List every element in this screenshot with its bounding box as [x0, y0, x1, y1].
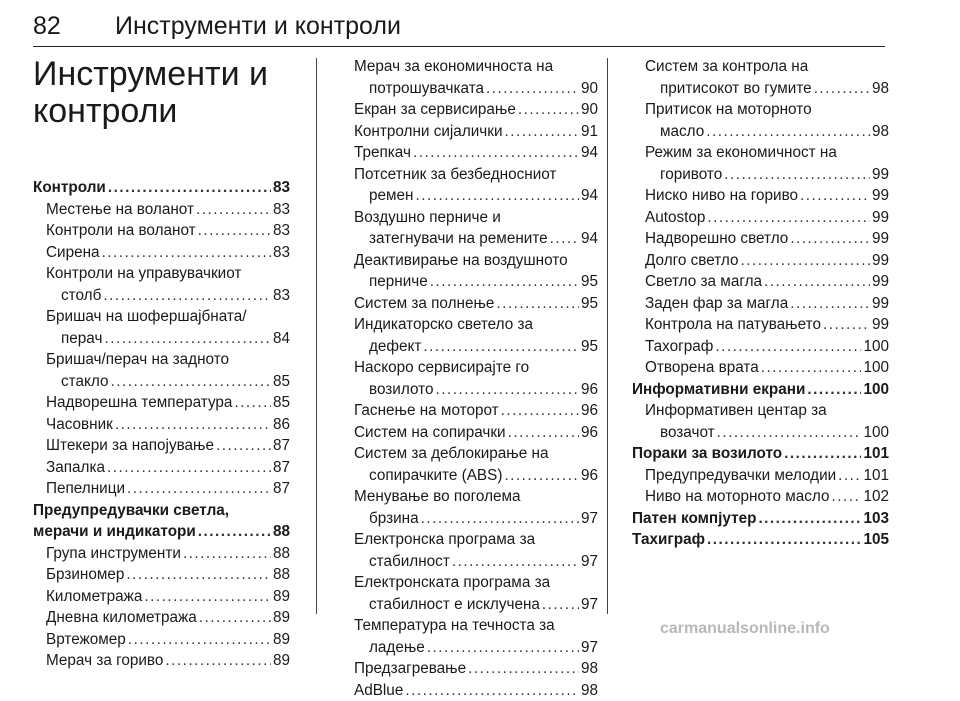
toc-entry-label: Контроли — [33, 177, 106, 199]
toc-entry-line: Притисок на моторното — [632, 99, 889, 121]
toc-page-number: 89 — [273, 650, 290, 672]
toc-entry-label: Брзиномер — [46, 564, 124, 586]
toc-entry[interactable] — [341, 637, 598, 659]
toc-entry-label: Километража — [46, 586, 142, 608]
dot-leader — [196, 199, 271, 221]
toc-entry[interactable] — [341, 658, 598, 680]
toc-page-number: 87 — [273, 478, 290, 500]
toc-entry[interactable] — [632, 422, 889, 444]
dot-leader — [518, 99, 579, 121]
running-header-title: Инструменти и контроли — [115, 12, 401, 41]
toc-entry[interactable] — [632, 271, 889, 293]
toc-entry-label: Систем на сопирачки — [354, 422, 506, 444]
dot-leader — [501, 400, 579, 422]
toc-page-number: 88 — [273, 521, 290, 543]
toc-entry[interactable] — [632, 293, 889, 315]
dot-leader — [468, 658, 579, 680]
dot-leader — [104, 328, 271, 350]
column-divider — [607, 58, 608, 614]
toc-entry[interactable] — [632, 486, 889, 508]
toc-entry-label: Долго светло — [645, 250, 739, 272]
toc-entry-label: Контроли на воланот — [46, 220, 196, 242]
toc-entry-label: Штекери за напојување — [46, 435, 214, 457]
toc-entry-label: возилото — [369, 379, 433, 401]
toc-entry-line: Електронска програма за — [341, 529, 598, 551]
toc-entry[interactable] — [33, 220, 290, 242]
toc-entry-label: мерачи и индикатори — [33, 521, 196, 543]
dot-leader — [761, 357, 862, 379]
toc-entry-label: Ниско ниво на гориво — [645, 185, 798, 207]
toc-page-number: 100 — [863, 336, 889, 358]
toc-entry[interactable] — [341, 185, 598, 207]
toc-page-number: 85 — [273, 392, 290, 414]
toc-page-number: 99 — [872, 250, 889, 272]
toc-page-number: 98 — [872, 121, 889, 143]
toc-entry[interactable] — [33, 371, 290, 393]
toc-entry-label: Контрола на патувањето — [645, 314, 821, 336]
toc-page-number: 88 — [273, 564, 290, 586]
toc-page-number: 100 — [863, 379, 889, 401]
toc-entry-label: Екран за сервисирање — [354, 99, 516, 121]
toc-entry-label: ремен — [369, 185, 414, 207]
toc-entry-label: столб — [61, 285, 101, 307]
toc-entry[interactable] — [341, 336, 598, 358]
toc-page-number: 84 — [273, 328, 290, 350]
dot-leader — [508, 422, 579, 444]
toc-page-number: 89 — [273, 629, 290, 651]
toc-page-number: 86 — [273, 414, 290, 436]
toc-page-number: 97 — [581, 508, 598, 530]
dot-leader — [107, 457, 271, 479]
dot-leader — [216, 435, 271, 457]
toc-entry-line: Воздушно перниче и — [341, 207, 598, 229]
toc-entry[interactable] — [632, 228, 889, 250]
toc-page-number: 83 — [273, 285, 290, 307]
toc-entry-label: Светло за магла — [645, 271, 762, 293]
dot-leader — [790, 228, 870, 250]
dot-leader — [198, 220, 271, 242]
toc-entry[interactable] — [632, 379, 889, 401]
dot-leader — [790, 293, 870, 315]
toc-page-number: 94 — [581, 142, 598, 164]
toc-entry-label: масло — [660, 121, 704, 143]
toc-entry-label: Сирена — [46, 242, 100, 264]
dot-leader — [115, 414, 271, 436]
dot-leader — [416, 185, 579, 207]
dot-leader — [741, 250, 870, 272]
toc-entry[interactable] — [341, 379, 598, 401]
toc-entry[interactable] — [33, 543, 290, 565]
toc-page-number: 95 — [581, 271, 598, 293]
toc-page-number: 98 — [872, 78, 889, 100]
dot-leader — [717, 422, 862, 444]
toc-entry-label: брзина — [369, 508, 419, 530]
toc-entry-label: Трепкач — [354, 142, 411, 164]
dot-leader — [102, 242, 271, 264]
toc-page-number: 96 — [581, 465, 598, 487]
toc-entry[interactable] — [632, 207, 889, 229]
toc-page-number: 90 — [581, 99, 598, 121]
column-divider — [316, 58, 317, 614]
toc-entry-label: Надворешна температура — [46, 392, 232, 414]
toc-entry-label: стабилност е исклучена — [369, 594, 540, 616]
toc-page-number: 103 — [863, 508, 889, 530]
toc-entry[interactable] — [33, 414, 290, 436]
dot-leader — [550, 228, 579, 250]
toc-entry-label: притисокот во гумите — [660, 78, 812, 100]
page-number: 82 — [33, 12, 61, 41]
toc-entry[interactable] — [341, 142, 598, 164]
toc-entry-label: Гаснење на моторот — [354, 400, 499, 422]
toc-page-number: 89 — [273, 586, 290, 608]
dot-leader — [724, 164, 870, 186]
toc-entry-label: Тахограф — [645, 336, 713, 358]
toc-page-number: 105 — [863, 529, 889, 551]
toc-entry-label: возачот — [660, 422, 715, 444]
toc-entry[interactable] — [33, 328, 290, 350]
toc-entry[interactable] — [33, 629, 290, 651]
toc-page-number: 95 — [581, 293, 598, 315]
toc-entry[interactable] — [33, 650, 290, 672]
toc-page-number: 91 — [581, 121, 598, 143]
dot-leader — [198, 521, 271, 543]
toc-column-3 — [632, 56, 889, 551]
toc-entry[interactable] — [632, 78, 889, 100]
toc-entry-line: Електронската програма за — [341, 572, 598, 594]
dot-leader — [800, 185, 870, 207]
toc-page-number: 102 — [863, 486, 889, 508]
toc-entry-label: Контролни сијалички — [354, 121, 503, 143]
toc-page-number: 98 — [581, 680, 598, 701]
dot-leader — [838, 465, 861, 487]
toc-entry-label: Autostop — [645, 207, 705, 229]
dot-leader — [807, 379, 861, 401]
toc-entry-label: перниче — [369, 271, 428, 293]
toc-entry[interactable] — [632, 336, 889, 358]
toc-page-number: 97 — [581, 637, 598, 659]
toc-page-number: 99 — [872, 207, 889, 229]
dot-leader — [542, 594, 579, 616]
dot-leader — [832, 486, 862, 508]
toc-page-number: 99 — [872, 164, 889, 186]
toc-entry[interactable] — [341, 400, 598, 422]
toc-page-number: 98 — [581, 658, 598, 680]
toc-entry-label: дефект — [369, 336, 421, 358]
toc-entry-label: ладење — [369, 637, 425, 659]
toc-entry[interactable] — [33, 586, 290, 608]
dot-leader — [165, 650, 271, 672]
toc-entry[interactable] — [33, 435, 290, 457]
toc-entry-line: Мерач за економичноста на — [341, 56, 598, 78]
toc-page-number: 97 — [581, 594, 598, 616]
toc-entry-label: перач — [61, 328, 102, 350]
toc-entry-label: Запалка — [46, 457, 105, 479]
toc-entry-label: Ниво на моторното масло — [645, 486, 830, 508]
dot-leader — [405, 680, 579, 701]
dot-leader — [430, 271, 579, 293]
toc-entry-label: Вртежомер — [46, 629, 126, 651]
toc-page-number: 100 — [863, 422, 889, 444]
dot-leader — [814, 78, 870, 100]
toc-page-number: 99 — [872, 185, 889, 207]
toc-entry-label: сопирачките (ABS) — [369, 465, 502, 487]
toc-entry[interactable] — [33, 564, 290, 586]
dot-leader — [707, 529, 861, 551]
dot-leader — [110, 371, 271, 393]
toc-page-number: 100 — [863, 357, 889, 379]
toc-entry[interactable] — [33, 199, 290, 221]
toc-entry-label: Предупредувачки мелодии — [645, 465, 836, 487]
toc-entry-label: стакло — [61, 371, 108, 393]
toc-entry-label: Местење на воланот — [46, 199, 194, 221]
dot-leader — [234, 392, 271, 414]
toc-entry-label: Заден фар за магла — [645, 293, 788, 315]
toc-entry-label: Систем за полнење — [354, 293, 494, 315]
toc-column-1 — [33, 56, 290, 672]
dot-leader — [504, 465, 579, 487]
toc-entry[interactable] — [341, 293, 598, 315]
dot-leader — [421, 508, 579, 530]
toc-page-number: 85 — [273, 371, 290, 393]
toc-entry[interactable] — [341, 508, 598, 530]
toc-entry[interactable] — [632, 121, 889, 143]
toc-page-number: 88 — [273, 543, 290, 565]
toc-entry[interactable] — [341, 551, 598, 573]
toc-entry-label: Дневна километража — [46, 607, 197, 629]
dot-leader — [452, 551, 579, 573]
toc-entry[interactable] — [341, 680, 598, 701]
dot-leader — [126, 564, 271, 586]
dot-leader — [764, 271, 870, 293]
toc-entry[interactable] — [33, 457, 290, 479]
dot-leader — [183, 543, 271, 565]
toc-entry-label: Пораки за возилото — [632, 443, 782, 465]
toc-page-number: 89 — [273, 607, 290, 629]
toc-entry[interactable] — [632, 508, 889, 530]
toc-entry[interactable] — [632, 185, 889, 207]
chapter-title-line: контроли — [33, 93, 290, 130]
chapter-title — [33, 56, 290, 130]
toc-entry[interactable] — [33, 392, 290, 414]
toc-page-number: 96 — [581, 422, 598, 444]
toc-entry[interactable] — [341, 228, 598, 250]
toc-entry-label: Предзагревање — [354, 658, 466, 680]
toc-entry[interactable] — [632, 357, 889, 379]
toc-entry-line: Индикаторско светело за — [341, 314, 598, 336]
toc-entry-label: Патен компјутер — [632, 508, 756, 530]
toc-page-number: 83 — [273, 242, 290, 264]
toc-entry-line: Систем за контрола на — [632, 56, 889, 78]
dot-leader — [423, 336, 579, 358]
toc-entry[interactable] — [33, 242, 290, 264]
toc-entry-label: AdBlue — [354, 680, 403, 701]
toc-entry[interactable] — [632, 314, 889, 336]
toc-page-number: 83 — [273, 177, 290, 199]
toc-entry[interactable] — [33, 607, 290, 629]
toc-entry-line: Режим за економичност на — [632, 142, 889, 164]
toc-entry-line: Потсетник за безбедносниот — [341, 164, 598, 186]
toc-page-number: 83 — [273, 199, 290, 221]
toc-entry-label: горивото — [660, 164, 722, 186]
toc-entry-label: Отворена врата — [645, 357, 759, 379]
dot-leader — [486, 78, 579, 100]
toc-page-number: 99 — [872, 293, 889, 315]
toc-page-number: 83 — [273, 220, 290, 242]
dot-leader — [144, 586, 271, 608]
toc-entry[interactable] — [33, 285, 290, 307]
dot-leader — [199, 607, 271, 629]
toc-page-number: 99 — [872, 271, 889, 293]
toc-entry[interactable] — [632, 250, 889, 272]
toc-page-number: 97 — [581, 551, 598, 573]
toc-entry[interactable] — [341, 121, 598, 143]
toc-entry-label: Група инструменти — [46, 543, 181, 565]
toc-entry-line: Наскоро сервисирајте го — [341, 357, 598, 379]
toc-entry-label: стабилност — [369, 551, 450, 573]
dot-leader — [715, 336, 861, 358]
toc-entry[interactable] — [341, 594, 598, 616]
toc-entry-label: Пепелници — [46, 478, 125, 500]
toc-page-number: 94 — [581, 185, 598, 207]
dot-leader — [758, 508, 861, 530]
toc-entry-line: Информативен центар за — [632, 400, 889, 422]
toc-entry-label: затегнувачи на ремените — [369, 228, 548, 250]
toc-entry-label: Мерач за гориво — [46, 650, 163, 672]
toc-page-number: 96 — [581, 379, 598, 401]
toc-entry-label: Тахиграф — [632, 529, 705, 551]
toc-entry[interactable] — [341, 465, 598, 487]
toc-page-number: 101 — [863, 465, 889, 487]
dot-leader — [706, 121, 870, 143]
toc-entry-label: Часовник — [46, 414, 113, 436]
toc-column-2 — [341, 56, 598, 701]
toc-entry-line: Бришач на шофершајбната/ — [33, 306, 290, 328]
dot-leader — [103, 285, 271, 307]
toc-entry[interactable] — [341, 99, 598, 121]
toc-entry[interactable] — [33, 521, 290, 543]
toc-entry-line: Менување во поголема — [341, 486, 598, 508]
toc-entry-line: Температура на течноста за — [341, 615, 598, 637]
toc-page-number: 95 — [581, 336, 598, 358]
toc-entry[interactable] — [632, 443, 889, 465]
toc-entry[interactable] — [341, 271, 598, 293]
dot-leader — [784, 443, 861, 465]
toc-entry-label: потрошувачката — [369, 78, 484, 100]
dot-leader — [108, 177, 271, 199]
toc-entry-line: Систем за деблокирање на — [341, 443, 598, 465]
dot-leader — [427, 637, 579, 659]
toc-entry-line: Деактивирање на воздушното — [341, 250, 598, 272]
dot-leader — [435, 379, 579, 401]
chapter-title-line: Инструменти и — [33, 56, 290, 93]
toc-entry[interactable] — [341, 422, 598, 444]
dot-leader — [496, 293, 579, 315]
toc-page-number: 99 — [872, 314, 889, 336]
dot-leader — [127, 478, 271, 500]
toc-page-number: 87 — [273, 457, 290, 479]
toc-entry-label: Надворешно светло — [645, 228, 788, 250]
watermark-text: carmanualsonline.info — [660, 620, 830, 638]
dot-leader — [823, 314, 870, 336]
toc-page-number: 90 — [581, 78, 598, 100]
toc-entry[interactable] — [632, 529, 889, 551]
toc-entry[interactable] — [632, 164, 889, 186]
toc-page-number: 94 — [581, 228, 598, 250]
toc-page-number: 101 — [863, 443, 889, 465]
toc-page-number: 87 — [273, 435, 290, 457]
dot-leader — [413, 142, 579, 164]
toc-entry-line: Бришач/перач на задното — [33, 349, 290, 371]
toc-entry[interactable] — [341, 78, 598, 100]
toc-page-number: 99 — [872, 228, 889, 250]
toc-entry-label: Информативни екрани — [632, 379, 805, 401]
dot-leader — [505, 121, 579, 143]
toc-entry-line: Предупредувачки светла, — [33, 500, 290, 522]
dot-leader — [707, 207, 870, 229]
toc-entry[interactable] — [33, 478, 290, 500]
toc-entry[interactable] — [33, 177, 290, 199]
toc-entry[interactable] — [632, 465, 889, 487]
toc-page-number: 96 — [581, 400, 598, 422]
page-header — [33, 8, 885, 47]
dot-leader — [128, 629, 271, 651]
toc-entry-line: Контроли на управувачкиот — [33, 263, 290, 285]
